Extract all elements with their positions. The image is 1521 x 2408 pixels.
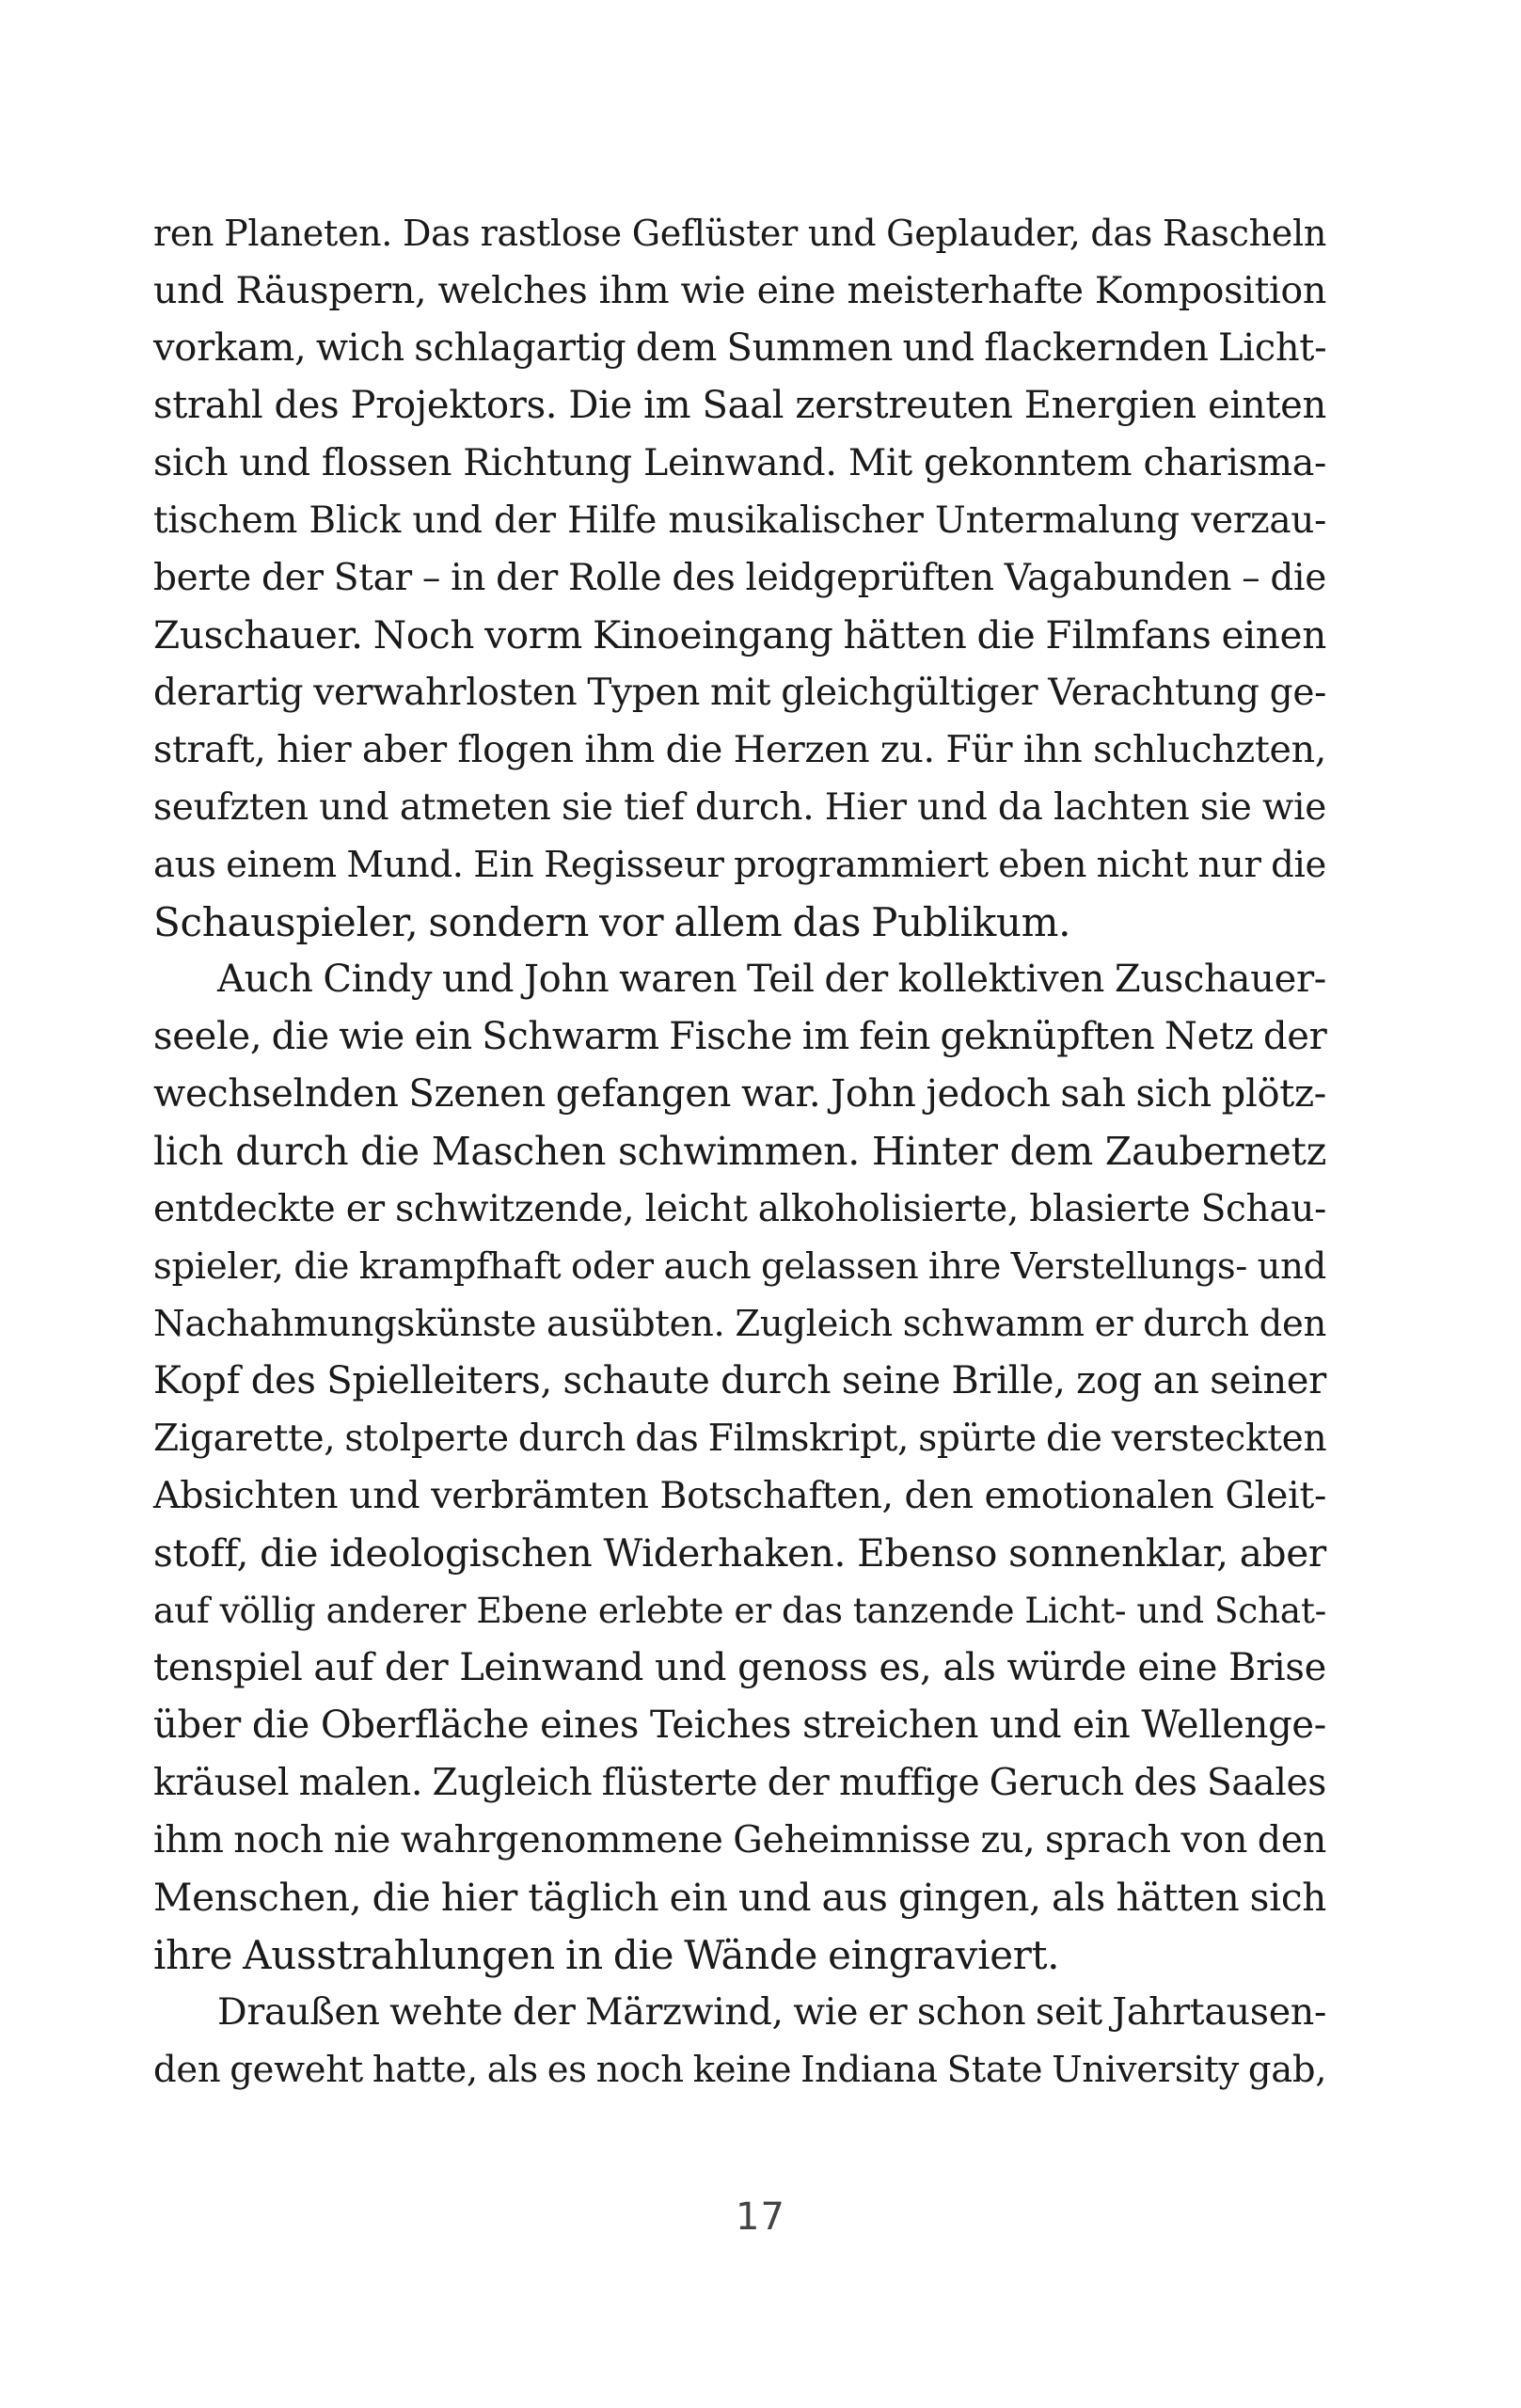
page-number: 17 (736, 2195, 785, 2239)
text-line: ihm noch nie wahrgenommene Geheimnisse zu, sprach von den (153, 1818, 1326, 1861)
text-line: auf völlig anderer Ebene erlebte er das tanzende Licht- und Schat- (153, 1590, 1326, 1631)
text-line: kräusel malen. Zugleich flüsterte der muffige Geruch des Saales (153, 1762, 1326, 1804)
text-line: straft, hier aber flogen ihm die Herzen zu. Für ihn schluchzten, (153, 728, 1326, 771)
paragraph (153, 951, 1326, 1984)
text-line: und Räuspern, welches ihm wie eine meisterhafte Komposition (153, 269, 1326, 312)
text-line: ihre Ausstrahlungen in die Wände eingraviert. (153, 1932, 1060, 1978)
body-text (153, 205, 1326, 2099)
text-line: Zigarette, stolperte durch das Filmskript, spürte die versteckten (153, 1418, 1327, 1460)
text-line: den geweht hatte, als es noch keine Indiana State University gab, (153, 2049, 1327, 2091)
text-line: sich und flossen Richtung Leinwand. Mit gekonntem charisma- (153, 441, 1326, 484)
text-line: berte der Star – in der Rolle des leidgeprüften Vagabunden – die (153, 557, 1326, 599)
text-line: aus einem Mund. Ein Regisseur programmiert eben nicht nur die (153, 844, 1326, 886)
text-line: seufzten und atmeten sie tief durch. Hier und da lachten sie wie (153, 786, 1326, 829)
text-line: Kopf des Spielleiters, schaute durch seine Brille, zog an seiner (153, 1359, 1326, 1402)
text-line: tischem Blick und der Hilfe musikalischer Untermalung verzau- (153, 499, 1326, 542)
text-line: Menschen, die hier täglich ein und aus gingen, als hätten sich (153, 1875, 1326, 1920)
text-line: entdeckte er schwitzende, leicht alkoholisierte, blasierte Schau- (153, 1188, 1326, 1230)
text-line: vorkam, wich schlagartig dem Summen und flackernden Licht- (153, 326, 1327, 370)
text-line: strahl des Projektors. Die im Saal zerstreuten Energien einten (153, 384, 1326, 427)
text-line: seele, die wie ein Schwarm Fische im fein geknüpften Netz der (153, 1015, 1327, 1058)
text-line: Zuschauer. Noch vorm Kinoeingang hätten die Filmfans einen (153, 612, 1326, 657)
text-line: Nachahmungskünste ausübten. Zugleich schwamm er durch den (153, 1303, 1326, 1345)
text-line: derartig verwahrlosten Typen mit gleichgültiger Verachtung ge- (153, 672, 1326, 714)
text-line: ren Planeten. Das rastlose Geflüster und Geplauder, das Rascheln (153, 213, 1326, 254)
text-line: tenspiel auf der Leinwand und genoss es, als würde eine Brise (153, 1646, 1326, 1689)
text-line: stoff, die ideologischen Widerhaken. Ebenso sonnenklar, aber (153, 1530, 1326, 1576)
text-line: Draußen wehte der Märzwind, wie er schon seit Jahrtausen- (217, 1990, 1326, 2034)
paragraph (153, 205, 1326, 951)
text-line: Auch Cindy und John waren Teil der kollektiven Zuschauer- (217, 958, 1326, 1001)
paragraph (153, 1984, 1326, 2099)
text-line: spieler, die krampfhaft oder auch gelassen ihre Verstellungs- und (153, 1245, 1326, 1288)
text-line: über die Oberfläche eines Teiches streichen und ein Wellenge- (153, 1703, 1326, 1747)
text-line: Schauspieler, sondern vor allem das Publikum. (153, 899, 1071, 945)
text-line: wechselnden Szenen gefangen war. John jedoch sah sich plötz- (153, 1072, 1326, 1116)
text-line: lich durch die Maschen schwimmen. Hinter dem Zaubernetz (153, 1129, 1326, 1174)
text-line: Absichten und verbrämten Botschaften, den emotionalen Gleit- (153, 1474, 1326, 1517)
